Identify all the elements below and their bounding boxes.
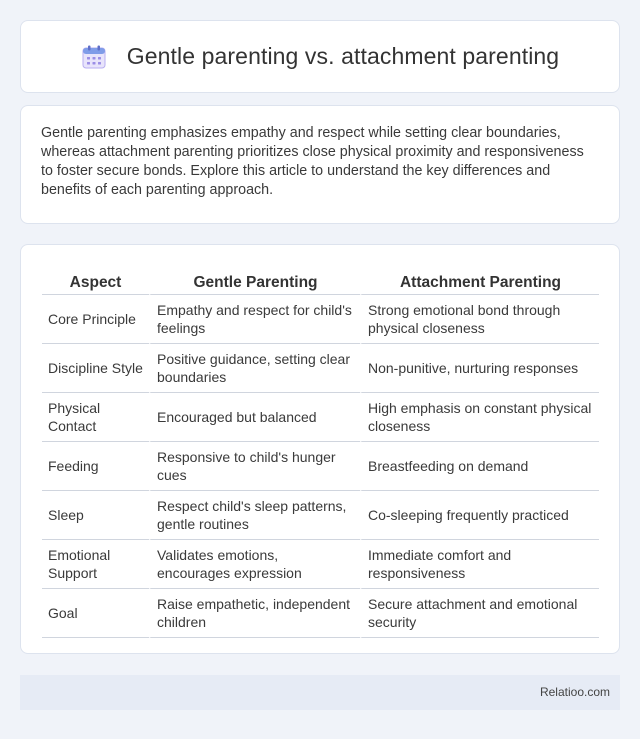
column-header-gentle: Gentle Parenting	[149, 265, 360, 295]
table-row	[42, 295, 599, 344]
gentle-cell: Raise empathetic, independent children	[149, 589, 360, 638]
attachment-cell: Strong emotional bond through physical closeness	[360, 295, 599, 344]
table-header-row	[42, 265, 599, 295]
footer	[20, 675, 620, 710]
aspect-cell: Discipline Style	[42, 344, 149, 393]
aspect-cell: Core Principle	[42, 295, 149, 344]
table-row	[42, 491, 599, 540]
column-header-aspect: Aspect	[42, 265, 149, 295]
attachment-cell: Co-sleeping frequently practiced	[360, 491, 599, 540]
gentle-cell: Positive guidance, setting clear boundaries	[149, 344, 360, 393]
attachment-cell: Breastfeeding on demand	[360, 442, 599, 491]
table-row	[42, 393, 599, 442]
page-title: Gentle parenting vs. attachment parenting	[126, 43, 560, 69]
aspect-cell: Goal	[42, 589, 149, 638]
table-row	[42, 589, 599, 638]
aspect-cell: Sleep	[42, 491, 149, 540]
gentle-cell: Responsive to child's hunger cues	[149, 442, 360, 491]
comparison-card	[20, 244, 620, 654]
column-header-attachment: Attachment Parenting	[360, 265, 599, 295]
gentle-cell: Encouraged but balanced	[149, 393, 360, 442]
table-row	[42, 344, 599, 393]
attachment-cell: High emphasis on constant physical closeness	[360, 393, 599, 442]
gentle-cell: Validates emotions, encourages expression	[149, 540, 360, 589]
intro-text: Gentle parenting emphasizes empathy and respect while setting clear boundaries, whereas attachment parenting prioritizes close physical proximity and responsiveness to foster secure bonds. Explore this article to understand the key differences and benefits of each parenting approach.	[41, 125, 584, 198]
intro-card	[20, 105, 620, 224]
comparison-table	[42, 265, 599, 638]
attachment-cell: Non-punitive, nurturing responses	[360, 344, 599, 393]
aspect-cell: Physical Contact	[42, 393, 149, 442]
aspect-cell: Feeding	[42, 442, 149, 491]
attachment-cell: Secure attachment and emotional security	[360, 589, 599, 638]
attachment-cell: Immediate comfort and responsiveness	[360, 540, 599, 589]
calendar-icon	[81, 44, 107, 70]
footer-brand[interactable]: Relatioo.com	[539, 685, 610, 699]
table-row	[42, 540, 599, 589]
gentle-cell: Respect child's sleep patterns, gentle routines	[149, 491, 360, 540]
gentle-cell: Empathy and respect for child's feelings	[149, 295, 360, 344]
aspect-cell: Emotional Support	[42, 540, 149, 589]
title-card	[20, 20, 620, 93]
table-row	[42, 442, 599, 491]
